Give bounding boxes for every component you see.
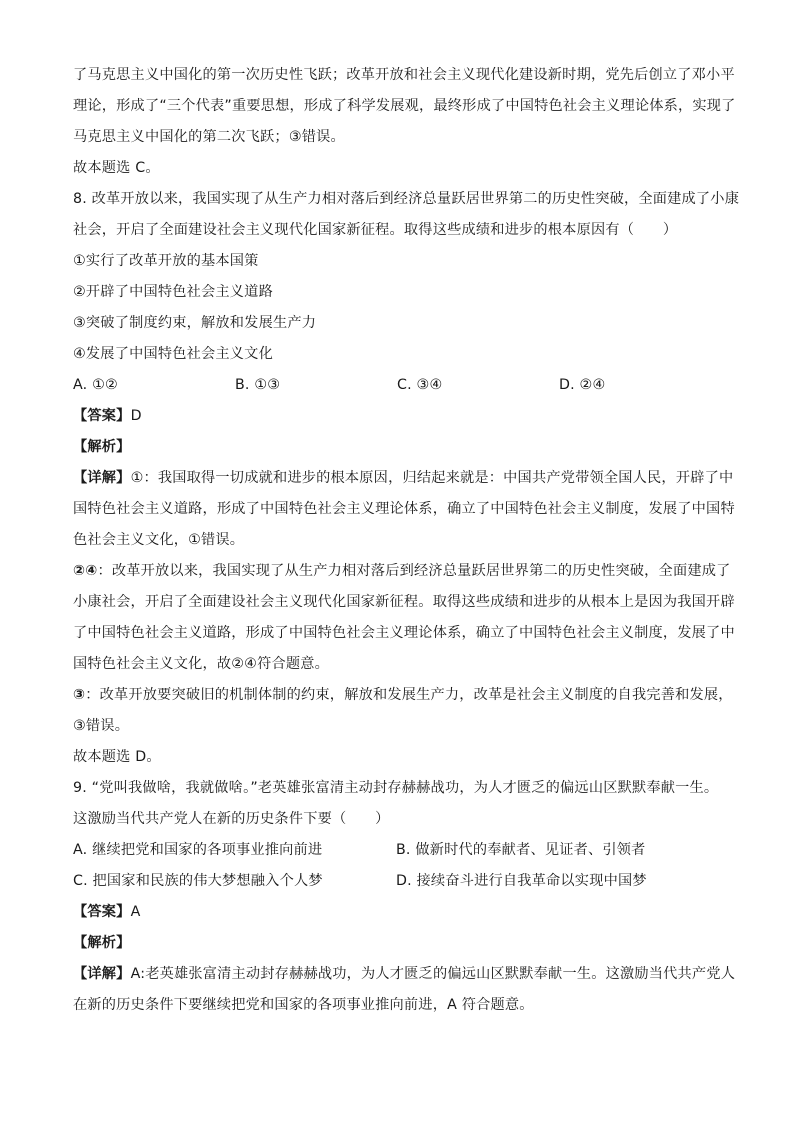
document-page	[73, 60, 740, 1021]
option-a: A. ①②	[73, 377, 118, 393]
option-b: B. ①③	[235, 377, 281, 393]
detail-lead: ③	[73, 687, 86, 703]
analysis-label: 【解析】	[73, 935, 131, 951]
detail-line: 在新的历史条件下要继续把党和国家的各项事业推向前进，A 符合题意。	[73, 997, 534, 1013]
question-9-stem: 9. “党叫我做啥，我就做啥。”老英雄张富清主动封存赫赫战功，为人才匮乏的偏远山区默默奉献一生。	[73, 780, 719, 796]
detail-label: 【详解】	[73, 966, 131, 982]
answer-value: D	[130, 408, 142, 424]
question-8-options	[73, 370, 733, 401]
detail-line: 国特色社会主义文化，故②④符合题意。	[73, 656, 330, 672]
question-8-item-4: ④发展了中国特色社会主义文化	[73, 346, 273, 362]
detail-lead: ②④	[73, 563, 98, 579]
option-a: A. 继续把党和国家的各项事业推向前进	[73, 842, 323, 858]
answer-line	[73, 897, 733, 928]
option-c: C. 把国家和民族的伟大梦想融入个人梦	[73, 873, 323, 889]
question-8-item-1: ①实行了改革开放的基本国策	[73, 253, 259, 269]
detail-text: ：改革开放要突破旧的机制体制的约束，解放和发展生产力，改革是社会主义制度的自我完善和发展，	[85, 687, 733, 703]
text-line: 马克思主义中国化的第二次飞跃；③错误。	[73, 129, 345, 145]
question-9-stem: 这激励当代共产党人在新的历史条件下要（ ）	[73, 811, 390, 827]
answer-label: 【答案】	[73, 408, 131, 424]
question-9-options	[73, 866, 733, 897]
question-8-item-3: ③突破了制度约束，解放和发展生产力	[73, 315, 317, 331]
text-line: 理论，形成了“三个代表”重要思想，形成了科学发展观，最终形成了中国特色社会主义理论体系，实现了	[73, 98, 736, 114]
option-d: D. 接续奋斗进行自我革命以实现中国梦	[396, 873, 647, 889]
text-line: 了马克思主义中国化的第一次历史性飞跃；改革开放和社会主义现代化建设新时期，党先后创立了邓小平	[73, 67, 735, 83]
detail-line	[73, 680, 733, 711]
detail-line	[73, 959, 736, 990]
conclusion-line: 故本题选 D。	[73, 749, 161, 765]
detail-line: 色社会主义文化，①错误。	[73, 532, 245, 548]
detail-line	[73, 463, 733, 494]
detail-line: 国特色社会主义道路，形成了中国特色社会主义理论体系，确立了中国特色社会主义制度，发展了中国特	[73, 501, 735, 517]
detail-line: 了中国特色社会主义道路，形成了中国特色社会主义理论体系，确立了中国特色社会主义制度，发展了中	[73, 625, 735, 641]
detail-label: 【详解】	[73, 470, 131, 486]
detail-text: ①：我国取得一切成就和进步的根本原因，归结起来就是：中国共产党带领全国人民，开辟了中	[130, 470, 734, 486]
option-d: D. ②④	[559, 377, 606, 393]
answer-value: A	[130, 904, 141, 920]
analysis-label: 【解析】	[73, 439, 131, 455]
detail-line: ③错误。	[73, 718, 130, 734]
detail-text: A:老英雄张富清主动封存赫赫战功，为人才匮乏的偏远山区默默奉献一生。这激励当代共产党人	[130, 966, 736, 982]
option-c: C. ③④	[397, 377, 443, 393]
question-8-stem: 8. 改革开放以来，我国实现了从生产力相对落后到经济总量跃居世界第二的历史性突破，全面建成了小康	[73, 191, 740, 207]
option-b: B. 做新时代的奉献者、见证者、引领者	[396, 842, 646, 858]
answer-line	[73, 401, 733, 432]
question-8-item-2: ②开辟了中国特色社会主义道路	[73, 284, 273, 300]
detail-line	[73, 556, 733, 587]
detail-text: ：改革开放以来，我国实现了从生产力相对落后到经济总量跃居世界第二的历史性突破，全面建成了	[97, 563, 731, 579]
answer-label: 【答案】	[73, 904, 131, 920]
question-9-options	[73, 835, 733, 866]
conclusion-line: 故本题选 C。	[73, 160, 160, 176]
detail-line: 小康社会，开启了全面建设社会主义现代化国家新征程。取得这些成绩和进步的从根本上是因为我国开辟	[73, 594, 735, 610]
question-8-stem: 社会，开启了全面建设社会主义现代化国家新征程。取得这些成绩和进步的根本原因有（ ）	[73, 222, 678, 238]
